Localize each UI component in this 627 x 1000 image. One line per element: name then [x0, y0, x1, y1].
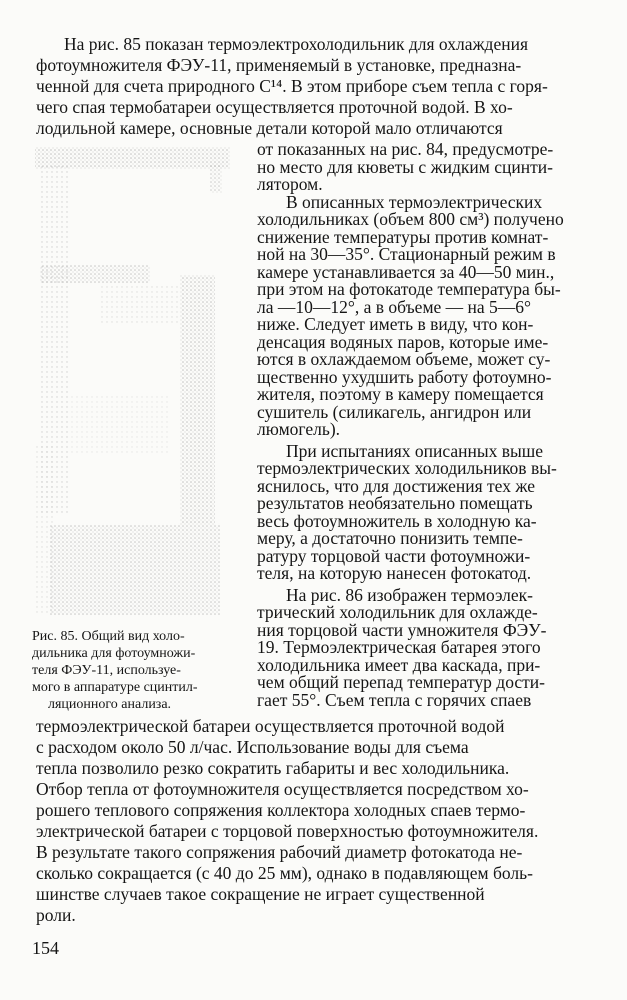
- body-line: с расходом около 50 л/час. Использование воды для съема: [36, 737, 469, 757]
- body-line: В описанных термоэлектрических: [286, 191, 543, 212]
- figure-caption-line: дильника для фотоумножи-: [32, 646, 196, 661]
- body-line: ной на 30—35°. Стационарный режим в: [257, 244, 556, 264]
- body-line: яснилось, что для достижения тех же: [257, 475, 535, 496]
- body-line: ниже. Следует иметь в виду, что кон-: [257, 314, 534, 334]
- body-line: камере устанавливается за 40—50 мин.,: [257, 261, 555, 282]
- body-line: люмогель).: [257, 419, 341, 439]
- body-line: лодильной камере, основные детали которой мало отличаются: [36, 118, 503, 138]
- body-line: чем общий перепад температур дости-: [257, 672, 545, 692]
- body-line: При испытаниях описанных выше: [286, 440, 544, 461]
- body-line: 19. Термоэлектрическая батарея этого: [257, 637, 541, 657]
- body-line: роли.: [36, 905, 76, 925]
- body-line: гает 55°. Съем тепла с горячих спаев: [257, 689, 532, 710]
- body-line: денсация водяных паров, которые име-: [257, 331, 549, 352]
- page-number: 154: [32, 938, 59, 958]
- body-line: от показанных на рис. 84, предусмотре-: [257, 139, 554, 159]
- figure-85-illustration: [30, 145, 235, 625]
- body-line: сколько сокращается (с 40 до 25 мм), однако в подавляющем боль-: [36, 863, 533, 883]
- body-line: тепла позволило резко сократить габариты и вес холодильника.: [36, 758, 510, 778]
- body-line: при этом на фотокатоде температура бы-: [257, 279, 561, 299]
- body-line: термоэлектрических холодильников вы-: [257, 458, 557, 478]
- body-line: теля, на которую нанесен фотокатод.: [257, 563, 532, 583]
- body-line: Отбор тепла от фотоумножителя осуществляется посредством хо-: [36, 779, 529, 799]
- figure-caption-line: мого в аппаратуре сцинтил-: [32, 680, 198, 695]
- body-line: лятором.: [257, 174, 323, 194]
- body-line: сушитель (силикагель, ангидрон или: [257, 401, 532, 422]
- body-line: снижение температуры против комнат-: [257, 226, 549, 247]
- body-line: чего спая термобатареи осуществляется проточной водой. В хо-: [36, 97, 513, 117]
- body-line: щественно ухудшить работу фотоумно-: [257, 366, 552, 387]
- body-line: холодильниках (объем 800 см³) получено: [257, 209, 564, 229]
- body-line: фотоумножителя ФЭУ-11, применяемый в установке, предназна-: [36, 55, 522, 75]
- body-line: шинстве случаев такое сокращение не играет существенной: [36, 884, 485, 904]
- body-line: жителя, поэтому в камеру помещается: [257, 384, 544, 404]
- body-line: весь фотоумножитель в холодную ка-: [257, 510, 537, 531]
- figure-caption-line: теля ФЭУ-11, используе-: [32, 663, 181, 678]
- body-line: термоэлектрической батареи осуществляется проточной водой: [36, 716, 505, 736]
- body-line: ратуру торцовой части фотоумножи-: [257, 545, 531, 566]
- body-line: На рис. 86 изображен термоэлек-: [286, 584, 533, 605]
- body-line: меру, а достаточно понизить темпе-: [257, 528, 523, 548]
- body-line: но место для кюветы с жидким сцинти-: [257, 156, 553, 177]
- figure-caption-line: ляционного анализа.: [48, 697, 172, 712]
- body-line: электрической батареи с торцовой поверхностью фотоумножителя.: [36, 821, 539, 841]
- body-line: ченной для счета природного C¹⁴. В этом приборе съем тепла с горя-: [36, 76, 548, 96]
- body-line: холодильника имеет два каскада, при-: [257, 654, 541, 675]
- body-line: На рис. 85 показан термоэлектрохолодильник для охлаждения: [64, 34, 528, 54]
- body-line: ются в охлаждаемом объеме, может су-: [257, 349, 551, 369]
- body-line: трический холодильник для охлажде-: [257, 602, 538, 622]
- body-line: результатов необязательно помещать: [257, 493, 533, 513]
- body-line: В результате такого сопряжения рабочий диаметр фотокатода не-: [36, 842, 523, 862]
- figure-caption-line: Рис. 85. Общий вид холо-: [32, 629, 185, 644]
- body-line: рошего теплового сопряжения коллектора холодных спаев термо-: [36, 800, 526, 820]
- body-line: ния торцовой части умножителя ФЭУ-: [257, 619, 547, 640]
- body-line: ла —10—12°, а в объеме — на 5—6°: [257, 296, 532, 317]
